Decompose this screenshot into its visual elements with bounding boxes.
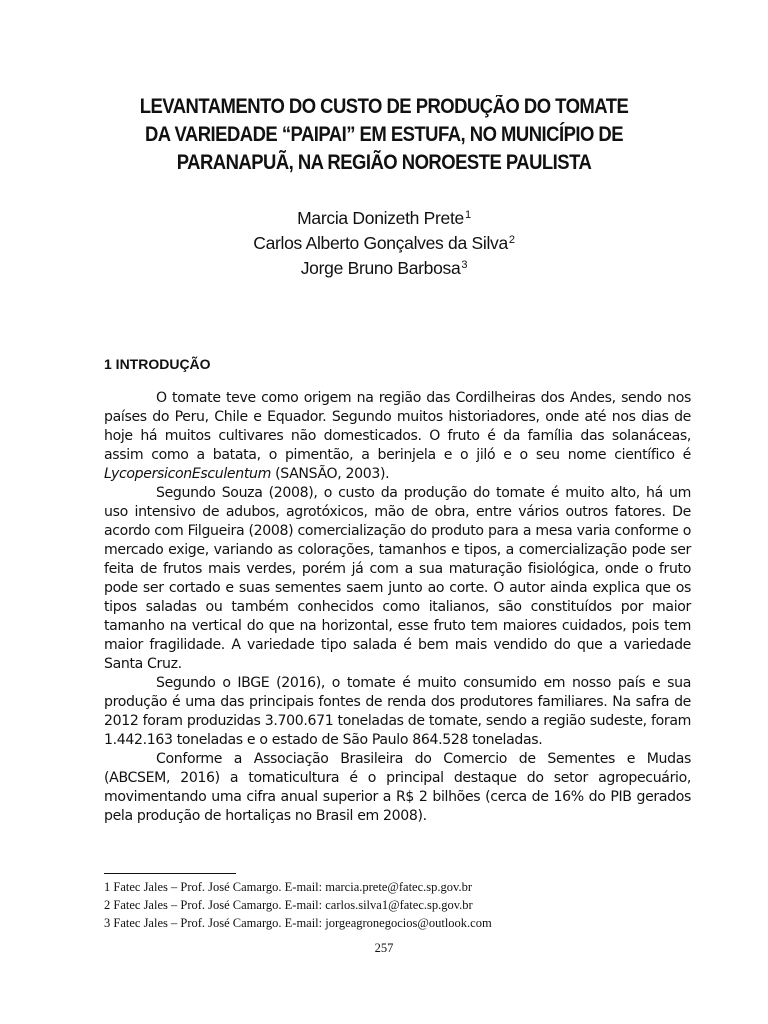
- author: [0, 231, 768, 256]
- footnote: 3 Fatec Jales – Prof. José Camargo. E-mail: jorgeagronegocios@outlook.com: [104, 916, 492, 930]
- section-heading: 1 INTRODUÇÃO: [104, 356, 211, 372]
- author-name: Marcia Donizeth Prete: [297, 208, 464, 228]
- title-line: PARANAPUÃ, NA REGIÃO NOROESTE PAULISTA: [176, 151, 592, 174]
- footnote: 1 Fatec Jales – Prof. José Camargo. E-mail: marcia.prete@fatec.sp.gov.br: [104, 880, 472, 894]
- footnote-divider: [104, 873, 236, 874]
- footnotes: [104, 878, 704, 932]
- body-text: [104, 389, 691, 826]
- paragraph-text: O tomate teve como origem na região das Cordilheiras dos Andes, sendo nos países do Peru, Chile e Equador. Segundo muitos historiadores, onde até nos dias de hoje há muitos cultivares não domesticados. O fruto é da família das solanáceas, assim como a batata, o pimentão, a berinjela e o jiló e o seu nome científico é: [104, 390, 691, 463]
- paragraph: Segundo o IBGE (2016), o tomate é muito consumido em nosso país e sua produção é uma das principais fontes de renda dos produtores familiares. Na safra de 2012 foram produzidas 3.700.671 toneladas de tomate, sendo a região sudeste, foram 1.442.163 toneladas e o estado de São Paulo 864.528 toneladas.: [104, 675, 691, 748]
- paragraph: Segundo Souza (2008), o custo da produção do tomate é muito alto, há um uso intensivo de adubos, agrotóxicos, mão de obra, entre vários outros fatores. De acordo com Filgueira (2008) comercialização do produto para a mesa varia conforme o mercado exige, variando as colorações, tamanhos e tipos, a comercialização pode ser feita de frutos mais verdes, porém já com a sua maturação fisiológica, onde o fruto pode ser cortado e suas sementes saem junto ao corte. O autor ainda explica que os tipos saladas ou também conhecidos como italianos, são constituídos por maior tamanho na vertical do que na horizontal, esse fruto tem maiores cuidados, pois tem maior fragilidade. A variedade tipo salada é bem mais vendido do que a variedade Santa Cruz.: [104, 485, 691, 672]
- paragraph: Conforme a Associação Brasileira do Comercio de Sementes e Mudas (ABCSEM, 2016) a tomaticultura é o principal destaque do setor agropecuário, movimentando uma cifra anual superior a R$ 2 bilhões (cerca de 16% do PIB gerados pela produção de hortaliças no Brasil em 2008).: [104, 751, 691, 824]
- author-name: Carlos Alberto Gonçalves da Silva: [253, 233, 508, 253]
- footnote: 2 Fatec Jales – Prof. José Camargo. E-mail: carlos.silva1@fatec.sp.gov.br: [104, 898, 473, 912]
- scientific-name: LycopersiconEsculentum: [104, 466, 271, 482]
- author-footnote-mark: 1: [465, 209, 471, 221]
- author: [0, 206, 768, 231]
- page-number: 257: [374, 941, 394, 955]
- author: [0, 256, 768, 281]
- author-name: Jorge Bruno Barbosa: [300, 258, 461, 278]
- paragraph: [104, 389, 691, 484]
- author-list: [0, 206, 768, 281]
- author-footnote-mark: 2: [508, 234, 515, 246]
- title-line: LEVANTAMENTO DO CUSTO DE PRODUÇÃO DO TOMATE: [139, 95, 629, 118]
- author-footnote-mark: 3: [461, 259, 468, 271]
- paper-title: [99, 93, 669, 177]
- title-line: DA VARIEDADE “PAIPAI” EM ESTUFA, NO MUNICÍPIO DE: [144, 123, 624, 146]
- paragraph-text: (SANSÃO, 2003).: [270, 466, 390, 482]
